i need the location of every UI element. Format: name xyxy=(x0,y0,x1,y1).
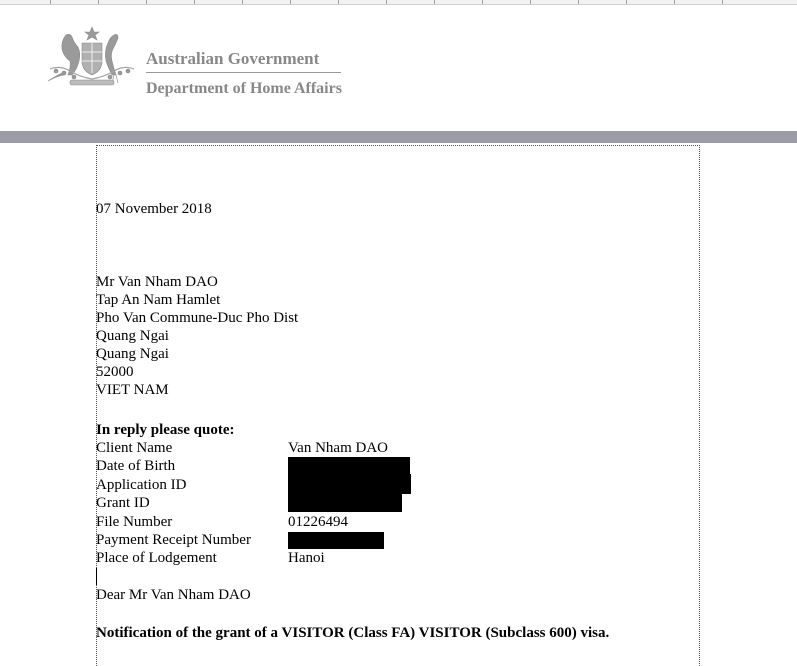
ruler-tick xyxy=(338,0,339,4)
field-label: Client Name xyxy=(96,440,173,456)
redaction-block xyxy=(288,457,410,475)
reply-heading: In reply please quote: xyxy=(96,422,235,438)
letter-date: 07 November 2018 xyxy=(96,201,212,217)
field-value: 01226494 xyxy=(288,514,348,530)
address-line: Mr Van Nham DAO xyxy=(96,274,218,290)
letterhead xyxy=(0,5,797,131)
field-label: Application ID xyxy=(96,477,187,493)
field-label: Payment Receipt Number xyxy=(96,532,251,548)
ruler-tick xyxy=(386,0,387,4)
header-divider xyxy=(146,72,341,73)
field-value: Van Nham DAO xyxy=(288,440,388,456)
coat-of-arms-icon xyxy=(44,25,140,87)
ruler-tick xyxy=(482,0,483,4)
field-value: Hanoi xyxy=(288,550,325,566)
salutation: Dear Mr Van Nham DAO xyxy=(96,587,251,603)
address-line: Pho Van Commune-Duc Pho Dist xyxy=(96,310,299,326)
department-name: Department of Home Affairs xyxy=(146,80,342,97)
address-line: 52000 xyxy=(96,364,134,380)
address-line: Quang Ngai xyxy=(96,346,169,362)
ruler-tick xyxy=(194,0,195,4)
ruler-tick xyxy=(50,0,51,4)
ruler-tick xyxy=(242,0,243,4)
ruler-tick xyxy=(434,0,435,4)
ruler-tick xyxy=(722,0,723,4)
address-line: Quang Ngai xyxy=(96,328,169,344)
field-label: File Number xyxy=(96,514,173,530)
redaction-block xyxy=(288,532,384,549)
letter-subject: Notification of the grant of a VISITOR (Class FA) VISITOR (Subclass 600) visa. xyxy=(96,625,610,641)
ruler-tick xyxy=(626,0,627,4)
header-band xyxy=(0,131,797,143)
ruler-tick xyxy=(98,0,99,4)
field-label: Date of Birth xyxy=(96,458,176,474)
field-label: Grant ID xyxy=(96,495,150,511)
ruler-tick xyxy=(530,0,531,4)
ruler-tick xyxy=(146,0,147,4)
redaction-block xyxy=(288,474,411,494)
field-label: Place of Lodgement xyxy=(96,550,217,566)
government-name: Australian Government xyxy=(146,49,320,68)
address-line: Tap An Nam Hamlet xyxy=(96,292,221,308)
redaction-block xyxy=(288,494,402,512)
ruler-tick xyxy=(290,0,291,4)
ruler-tick xyxy=(578,0,579,4)
ruler-tick xyxy=(674,0,675,4)
address-line: VIET NAM xyxy=(96,382,169,398)
text-cursor xyxy=(96,568,97,585)
